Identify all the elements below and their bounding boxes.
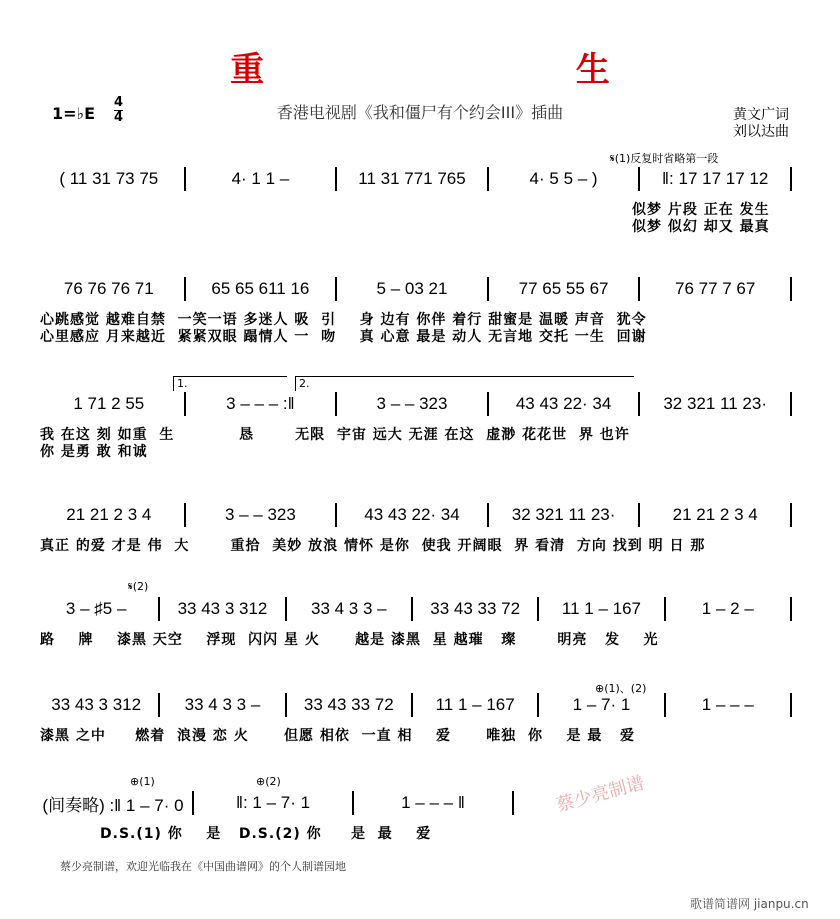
lyricist: 黄文广词 xyxy=(733,107,789,123)
measure: 43 43 22· 34 xyxy=(364,505,460,524)
measure: 3 – – 323 xyxy=(376,394,448,413)
notation-system xyxy=(40,167,798,191)
subtitle: 香港电视剧《我和僵尸有个约会III》插曲 xyxy=(276,103,564,122)
measure: 33 4 3 3 – xyxy=(184,695,261,714)
measure: 11 1 – 167 xyxy=(561,599,642,618)
lyric-line: 似梦 片段 正在 发生 xyxy=(632,202,770,218)
bar-line xyxy=(638,277,640,301)
bar-line xyxy=(352,791,354,815)
bar-line xyxy=(184,392,186,416)
bar-line xyxy=(664,693,666,717)
watermark: 蔡少亮制谱 xyxy=(554,772,647,817)
measure: 11 31 771 765 xyxy=(358,169,466,188)
measure: 3 – ♯5 – xyxy=(65,599,127,618)
measure: 77 65 55 67 xyxy=(518,279,609,298)
footer-note: 蔡少亮制谱，欢迎光临我在《中国曲谱网》的个人制谱园地 xyxy=(60,860,346,873)
site-watermark: 歌谱简谱网 jianpu.cn xyxy=(690,897,809,911)
segno-mark-1: 𝄋(1)反复时省略第一段 xyxy=(610,152,719,165)
measure: 21 21 2 3 4 xyxy=(66,505,152,524)
measure: 65 65 611 16 xyxy=(211,279,310,298)
credits xyxy=(733,107,789,141)
bar-line xyxy=(512,791,514,815)
notation-system xyxy=(40,277,798,301)
bar-line xyxy=(487,167,489,191)
measure: 5 – 03 21 xyxy=(376,279,448,298)
measure: 32 321 11 23· xyxy=(511,505,616,524)
bar-line xyxy=(790,167,792,191)
bar-line xyxy=(790,597,792,621)
measure: 1 – – – ‖ xyxy=(401,793,465,812)
measure: 1 – – – xyxy=(701,695,754,714)
measure: 4· 5 5 – ) xyxy=(529,169,598,188)
bar-line xyxy=(158,597,160,621)
measure: 3 – – – :‖ xyxy=(226,394,295,413)
bar-line xyxy=(487,503,489,527)
measure: 4· 1 1 – xyxy=(231,169,290,188)
measure: (间奏略) :‖ 1 – 7· 0 xyxy=(42,795,184,815)
coda-mark-2: ⊕(2) xyxy=(256,775,281,788)
meter-bottom: 4 xyxy=(114,110,124,125)
lyric-line: 心里感应 月来越近 紧紧双眼 蹋情人 一 吻 真 心意 最是 动人 无言地 交托 一生 回谢 xyxy=(40,329,647,345)
bar-line xyxy=(411,693,413,717)
notation-system xyxy=(40,392,798,416)
bar-line xyxy=(537,597,539,621)
bar-line xyxy=(638,167,640,191)
meter-top: 4 xyxy=(114,95,124,110)
measure: 33 43 33 72 xyxy=(303,695,394,714)
lyric-line: 我 在这 刻 如重 生 恳 无限 宇宙 远大 无涯 在这 虚渺 花花世 界 也许 xyxy=(40,427,630,443)
song-title: 重 生 xyxy=(230,50,760,90)
bar-line xyxy=(335,277,337,301)
lyric-line: 真正 的爱 才是 伟 大 重拾 美妙 放浪 情怀 是你 使我 开阔眼 界 看清 方向 找到 明 日 那 xyxy=(40,538,706,554)
bar-line xyxy=(638,392,640,416)
notation-system xyxy=(40,791,520,815)
measure: 1 71 2 55 xyxy=(73,394,145,413)
lyric-line: 路 牌 漆黑 天空 浮现 闪闪 星 火 越是 漆黑 星 越璀 璨 明亮 发 光 xyxy=(40,632,659,648)
measure: 3 – – 323 xyxy=(224,505,296,524)
lyric-line: 漆黑 之中 燃着 浪漫 恋 火 但愿 相依 一直 相 爱 唯独 你 是 最 爱 xyxy=(40,728,635,744)
lyric-line: 心跳感觉 越难自禁 一笑一语 多迷人 吸 引 身 边有 你伴 着行 甜蜜是 温暖 声音 犹令 xyxy=(40,312,647,328)
bar-line xyxy=(335,392,337,416)
notation-system xyxy=(40,597,798,621)
notation-system xyxy=(40,503,798,527)
lyric-line: 似梦 似幻 却又 最真 xyxy=(632,219,770,235)
bar-line xyxy=(411,597,413,621)
measure: 11 1 – 167 xyxy=(435,695,515,714)
bar-line xyxy=(790,693,792,717)
measure: ( 11 31 73 75 xyxy=(59,169,159,188)
measure: 1 – 7· 1 xyxy=(572,695,631,714)
bar-line xyxy=(790,392,792,416)
lyric-line: D.S.(1) 你 是 D.S.(2) 你 是 最 爱 xyxy=(100,826,432,842)
bar-line xyxy=(487,392,489,416)
bar-line xyxy=(487,277,489,301)
measure: 33 43 3 312 xyxy=(51,695,142,714)
lyric-line: 你 是勇 敢 和诚 xyxy=(40,444,148,460)
bar-line xyxy=(335,503,337,527)
bar-line xyxy=(158,693,160,717)
bar-line xyxy=(184,277,186,301)
measure: ‖: 1 – 7· 1 xyxy=(235,793,311,812)
bar-line xyxy=(790,277,792,301)
measure: 21 21 2 3 4 xyxy=(672,505,758,524)
measure: 33 43 3 312 xyxy=(177,599,268,618)
measure: 32 321 11 23· xyxy=(663,394,767,413)
bar-line xyxy=(537,693,539,717)
bar-line xyxy=(335,167,337,191)
measure: 76 76 76 71 xyxy=(63,279,154,298)
key-signature: 1=♭E xyxy=(52,104,96,123)
measure: 1 – 2 – xyxy=(701,599,754,618)
measure: 43 43 22· 34 xyxy=(515,394,612,413)
coda-mark-1-2: ⊕(1)、(2) xyxy=(595,682,647,695)
composer: 刘以达曲 xyxy=(733,124,789,140)
measure: ‖: 17 17 17 12 xyxy=(662,169,769,188)
volta-1: 1. xyxy=(173,376,287,391)
bar-line xyxy=(285,693,287,717)
bar-line xyxy=(664,597,666,621)
measure: 76 77 7 67 xyxy=(674,279,756,298)
segno-mark-2: 𝄋(2) xyxy=(128,580,149,593)
coda-mark-1: ⊕(1) xyxy=(130,775,155,788)
notation-system xyxy=(40,693,798,717)
measure: 33 43 33 72 xyxy=(430,599,521,618)
bar-line xyxy=(184,167,186,191)
bar-line xyxy=(184,503,186,527)
measure: 33 4 3 3 – xyxy=(311,599,387,618)
bar-line xyxy=(285,597,287,621)
bar-line xyxy=(638,503,640,527)
bar-line xyxy=(192,791,194,815)
bar-line xyxy=(790,503,792,527)
volta-2: 2. xyxy=(295,376,634,391)
